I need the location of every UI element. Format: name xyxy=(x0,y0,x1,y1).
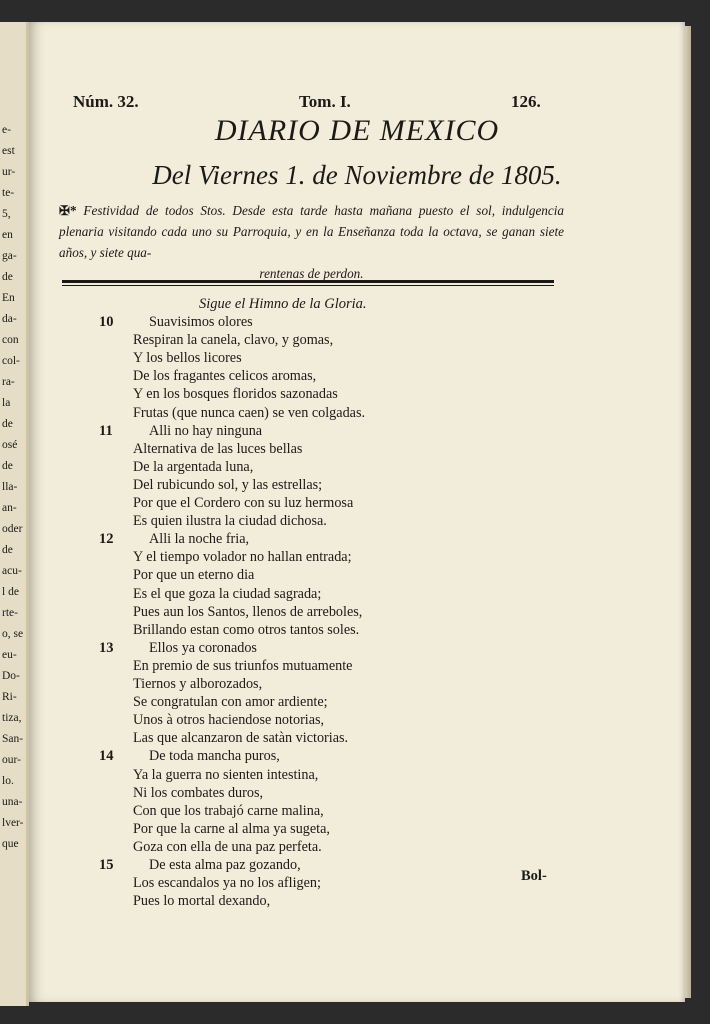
stanza-number: 14 xyxy=(99,748,114,765)
verse-line: Por que la carne al alma ya sugeta, xyxy=(133,820,330,837)
left-page-text: ra- xyxy=(2,376,15,388)
verse-line: Suavisimos olores xyxy=(149,314,253,330)
verse-line: Por que un eterno dia xyxy=(133,567,255,584)
left-page-text: te- xyxy=(2,187,15,199)
notice-line: el sol, indulgencia plenaria visitando cada uno su Parroquia, y en xyxy=(59,203,565,239)
left-page-text: eu- xyxy=(2,649,17,661)
notice-line: Festividad de todos Stos. Desde esta tarde hasta mañana puesto xyxy=(83,203,454,218)
date-line: Del Viernes 1. de Noviembre de 1805. xyxy=(152,160,562,190)
left-page-text: osé xyxy=(2,439,18,451)
left-page-text: l de xyxy=(2,586,19,598)
issue-number: Núm. 32. xyxy=(73,92,139,111)
stanza-number: 12 xyxy=(99,531,114,548)
notice-line: rentenas de perdon. xyxy=(259,266,364,281)
left-page-text: lla- xyxy=(2,481,18,493)
left-page-text: la xyxy=(2,397,11,409)
left-page-text: est xyxy=(2,145,15,157)
verse-line: Respiran la canela, clavo, y gomas, xyxy=(133,332,334,349)
left-page-text: una- xyxy=(2,796,23,808)
verse-line: Por que el Cordero con su luz hermosa xyxy=(133,495,354,511)
left-page-text: lver- xyxy=(2,817,24,829)
verse-line: Y los bellos licores xyxy=(133,350,242,367)
verse-line: De toda mancha puros, xyxy=(149,748,280,765)
cross-mark-icon: ✠* xyxy=(59,203,77,218)
verse-line: Del rubicundo sol, y las estrellas; xyxy=(133,476,323,493)
left-page-text: de xyxy=(2,418,13,430)
verse-line: De esta alma paz gozando, xyxy=(149,857,301,873)
verse-line: De la argentada luna, xyxy=(133,458,254,475)
verse-line: Con que los trabajó carne malina, xyxy=(133,802,324,819)
verse-line: Tiernos y alborozados, xyxy=(133,676,263,692)
verse-line: Alternativa de las luces bellas xyxy=(133,440,303,457)
left-page-text: en xyxy=(2,229,13,241)
verse-line: Y el tiempo volador no hallan entrada; xyxy=(133,549,352,566)
verse-line: Ya la guerra no sienten intestina, xyxy=(133,766,319,783)
left-page-text: de xyxy=(2,271,13,283)
left-page-text: tiza, xyxy=(2,712,22,724)
page-edge xyxy=(685,26,691,998)
divider-rule-thin xyxy=(62,285,554,286)
verse-line: Alli no hay ninguna xyxy=(149,422,263,439)
verse-line: En premio de sus triunfos mutuamente xyxy=(133,657,353,674)
verse-line: Ni los combates duros, xyxy=(133,784,264,801)
left-page-text: rte- xyxy=(2,607,18,619)
left-page-text: e- xyxy=(2,124,11,136)
left-page-fragment xyxy=(0,22,29,1006)
verse-line: Pues aun los Santos, llenos de arreboles, xyxy=(133,603,363,620)
left-page-text: oder xyxy=(2,523,23,535)
left-page-text: con xyxy=(2,334,19,346)
divider-rule xyxy=(62,280,554,283)
verse-line: Brillando estan como otros tantos soles. xyxy=(133,621,360,638)
left-page-text: San- xyxy=(2,733,24,745)
verse-line: Se congratulan con amor ardiente; xyxy=(133,694,328,711)
hymn-subtitle: Sigue el Himno de la Gloria. xyxy=(199,296,367,312)
left-page-text: da- xyxy=(2,313,17,325)
left-page-text: lo. xyxy=(2,775,14,787)
left-page-text: 5, xyxy=(2,208,11,220)
left-page-text: col- xyxy=(2,355,20,367)
catchword: Bol- xyxy=(521,868,547,884)
left-page-text: acu- xyxy=(2,565,22,577)
left-page-text: de xyxy=(2,460,13,472)
page-number: 126. xyxy=(511,92,541,111)
left-page-text: Ri- xyxy=(2,691,17,703)
left-page-text: ga- xyxy=(2,250,17,262)
verse-line: Ellos ya coronados xyxy=(149,639,257,656)
left-page-text: an- xyxy=(2,502,17,514)
stanza-number: 11 xyxy=(99,422,113,439)
verse-line: Y en los bosques floridos sazonadas xyxy=(133,386,338,403)
left-page-text: Do- xyxy=(2,670,20,682)
verse-line: Las que alcanzaron de satàn victorias. xyxy=(133,730,349,747)
masthead-title: DIARIO DE MEXICO xyxy=(214,114,500,147)
verse-line: Frutas (que nunca caen) se ven colgadas. xyxy=(133,404,366,421)
volume-number: Tom. I. xyxy=(299,92,351,111)
stanza-number: 10 xyxy=(99,314,114,330)
verse-line: De los fragantes celicos aromas, xyxy=(133,368,317,385)
left-page-text: de xyxy=(2,544,13,556)
stanza-number: 15 xyxy=(99,857,114,873)
verse-line: Goza con ella de una paz perfeta. xyxy=(133,838,322,855)
notice-line: la Enseñanza toda la octava, se ganan siete años, y siete qua- xyxy=(59,224,565,260)
verse-line: Alli la noche fria, xyxy=(149,531,250,548)
verse-line: Es quien ilustra la ciudad dichosa. xyxy=(133,513,327,530)
left-page-text: our- xyxy=(2,754,21,766)
left-page-text: En xyxy=(2,292,15,304)
verse-line: Unos à otros haciendose notorias, xyxy=(133,712,325,729)
stanza-number: 13 xyxy=(99,639,114,656)
newspaper-page xyxy=(29,22,685,1002)
verse-line: Pues lo mortal dexando, xyxy=(133,893,271,910)
verse-line: Los escandalos ya no los afligen; xyxy=(133,875,321,892)
verse-line: Es el que goza la ciudad sagrada; xyxy=(133,585,322,602)
left-page-text: o, se xyxy=(2,628,24,640)
left-page-text: ur- xyxy=(2,166,16,178)
feast-notice xyxy=(59,200,564,284)
left-page-text: que xyxy=(2,838,19,850)
